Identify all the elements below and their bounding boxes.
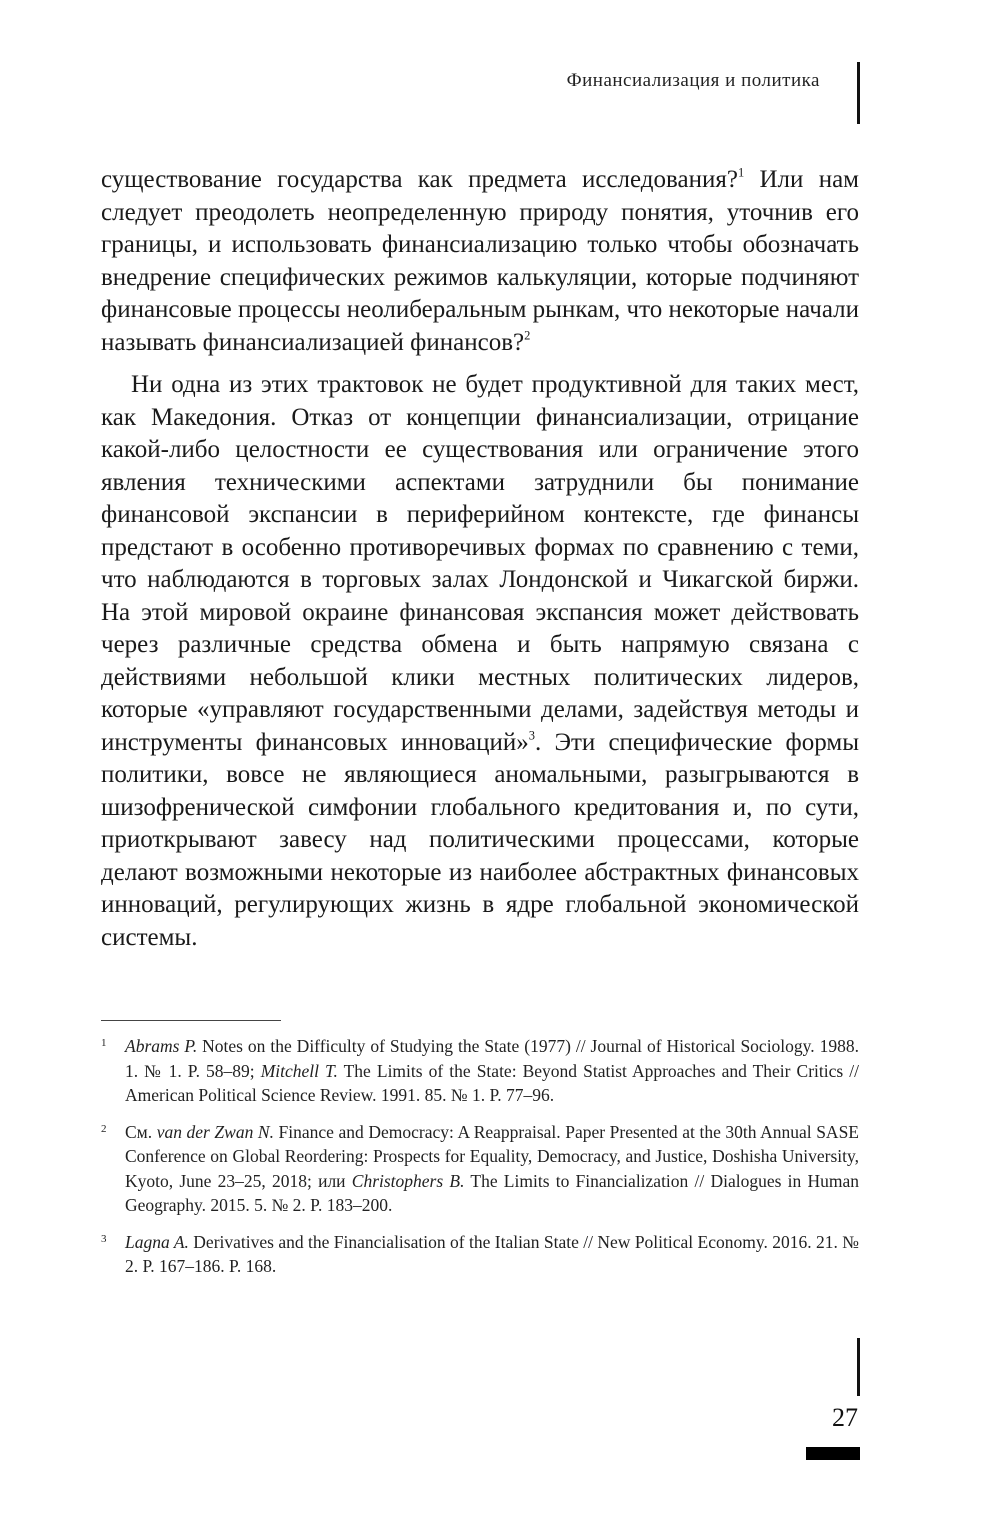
footnote-number: 3 xyxy=(101,1232,107,1245)
footnote-ref-1: 1 xyxy=(737,165,745,180)
body-text xyxy=(101,164,859,954)
footnote-author: van der Zwan N. xyxy=(156,1121,274,1142)
footnote-1 xyxy=(101,1034,859,1108)
footnote-text: The Limits to Financialization // Dialogues in Human Geography. 2015. 5. № 2. P. 183–200. xyxy=(125,1170,859,1215)
paragraph-2-text-a: Ни одна из этих трактовок не будет продуктивной для таких мест, как Македония. Отказ от концепции финансиализации, отрицание какой-либо целостности ее существования или ограничение этого явления техническими аспектами затруднили бы понимание финансовой экспансии в периферийном контексте, где финансы предстают в особенно противоречивых формах по сравнению с теми, что наблюдаются в торговых залах Лондонской и Чикагской биржи. На этой мировой окраине финансовая экспансия может действовать через различные средства обмена и быть напрямую связана с действиями небольшой клики местных политических лидеров, которые «управляют государственными делами, задействуя методы и инструменты финансовых инноваций» xyxy=(101,371,859,756)
paragraph-2-text-b: . Эти специфические формы политики, вовсе не являющиеся аномальными, разыгрываются в шизофренической симфонии глобального кредитования и, по сути, приоткрывают завесу над политическими процессами, которые делают возможными некоторые из наиболее абстрактных финансовых инноваций, регулирующих жизнь в ядре глобальной экономической системы. xyxy=(101,728,859,951)
footnote-lead: См. xyxy=(125,1121,157,1142)
page-number: 27 xyxy=(832,1403,858,1432)
footnote-number: 2 xyxy=(101,1122,107,1135)
footnote-author: Christophers B. xyxy=(351,1170,465,1191)
footnote-text: The Limits of the State: Beyond Statist Approaches and Their Critics // American Political Science Review. 1991. 85. № 1. P. 77–96. xyxy=(125,1060,859,1105)
footnote-2 xyxy=(101,1120,859,1218)
paragraph-1-text-b: Или нам следует преодолеть неопределенную природу понятия, уточнив его границы, и использовать финансиализацию только чтобы обозначать внедрение специфических режимов калькуляции, которые подчиняют финансовые процессы неолиберальным рынкам, что некоторые начали называть финансиализацией финансов? xyxy=(101,166,859,356)
footnote-number: 1 xyxy=(101,1037,107,1049)
footnote-text: Notes on the Difficulty of Studying the State (1977) // Journal of Historical Sociology. 1988. 1. № 1. P. 58–89; xyxy=(125,1036,859,1081)
footnote-separator xyxy=(101,1020,281,1021)
footnote-text: Finance and Democracy: A Reappraisal. Paper Presented at the 30th Annual SASE Conference on Global Reordering: Prospects for Equality, Democracy, and Justice, Doshisha University, Kyoto, June 23–25, 2018; или xyxy=(125,1121,859,1191)
footnote-ref-3: 3 xyxy=(528,727,536,742)
footnote-author: Abrams P. xyxy=(125,1036,198,1056)
header-vertical-rule xyxy=(857,62,860,124)
footnote-text: Derivatives and the Financialisation of the Italian State // New Political Economy. 2016. 21. № 2. P. 167–186. P. 168. xyxy=(125,1231,860,1276)
paragraph-1 xyxy=(101,164,859,359)
running-head: Финансиализация и политика xyxy=(566,70,820,91)
footnote-3 xyxy=(101,1230,859,1279)
footnote-author: Lagna A. xyxy=(125,1231,189,1252)
footnote-author: Mitchell T. xyxy=(260,1060,338,1081)
footer-bar xyxy=(806,1447,860,1460)
paragraph-2 xyxy=(101,369,859,954)
paragraph-1-text-a: существование государства как предмета исследования? xyxy=(101,166,738,193)
footnote-ref-2: 2 xyxy=(524,327,531,342)
footnotes xyxy=(101,1034,859,1291)
footer-vertical-rule xyxy=(857,1338,860,1396)
